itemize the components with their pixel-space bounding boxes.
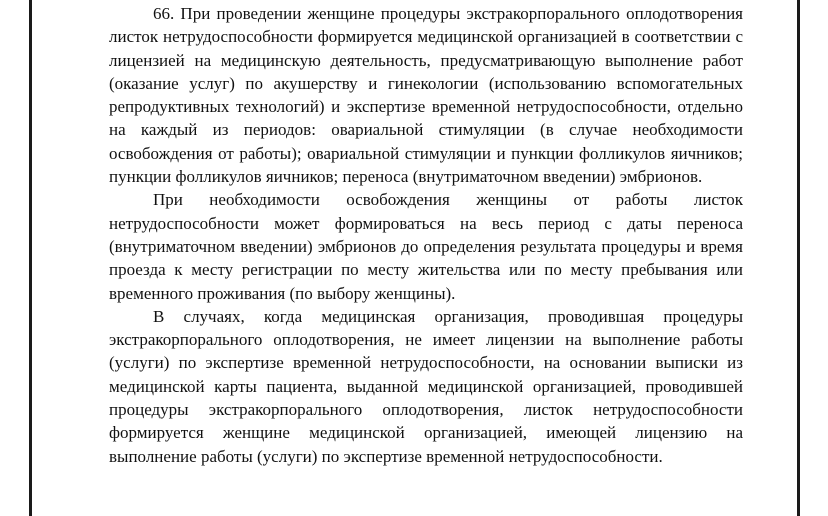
document-text <box>109 2 743 468</box>
scan-left-border <box>29 0 32 516</box>
paragraph-no-license-case: В случаях, когда медицинская организация, проводившая процедуры экстракорпорального оплодотворения, не имеет лицензии на выполнение работы (услуги) по экспертизе временной нетрудоспособности, на основании выписки из медицинской карты пациента, выданной медицинской организацией, проводившей процедуры экстракорпорального оплодотворения, листок нетрудоспособности формируется женщине медицинской организацией, имеющей лицензию на выполнение работы (услуги) по экспертизе временной нетрудоспособности. <box>109 306 743 466</box>
scan-right-border <box>797 0 800 516</box>
paragraph-release-from-work: При необходимости освобождения женщины от работы листок нетрудоспособности может формироваться на весь период с даты переноса (внутриматочном введении) эмбрионов до определения результата процедуры и время проезда к месту регистрации по месту жительства или по месту пребывания или временного проживания (по выбору женщины). <box>109 190 743 303</box>
paragraph-66: 66. При проведении женщине процедуры экстракорпорального оплодотворения листок нетрудоспособности формируется медицинской организацией в соответствии с лицензией на медицинскую деятельность, предусматривающую выполнение работ (оказание услуг) по акушерству и гинекологии (использованию вспомогательных репродуктивных технологий) и экспертизе временной нетрудоспособности, отдельно на каждый из периодов: овариальной стимуляции (в случае необходимости освобождения от работы); овариальной стимуляции и пункции фолликулов яичников; пункции фолликулов яичников; переноса (внутриматочном введении) эмбрионов. <box>109 4 743 187</box>
